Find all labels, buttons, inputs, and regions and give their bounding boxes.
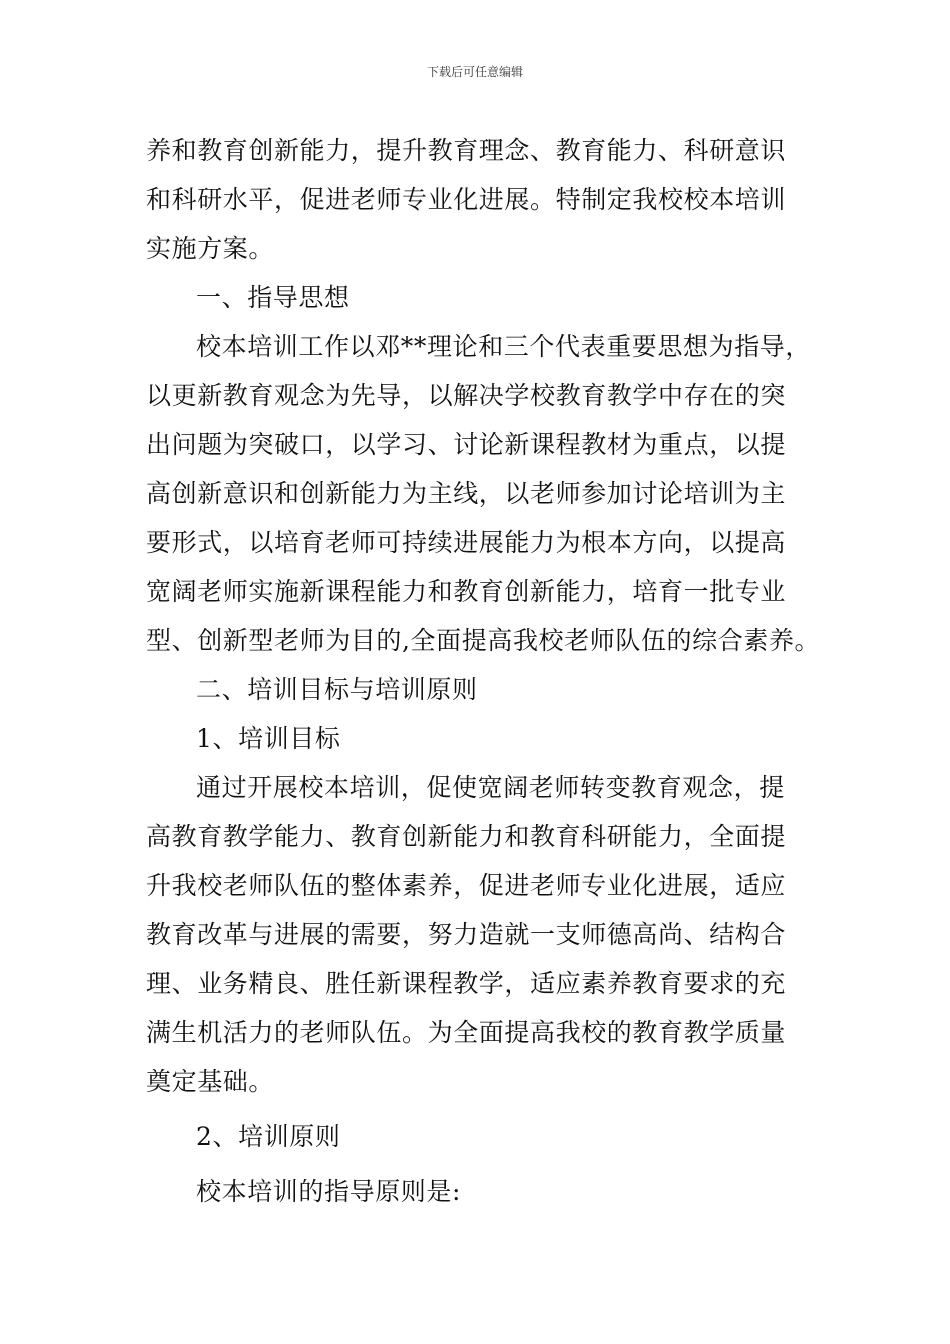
section-heading-guiding-thought: 一、指导思想: [196, 283, 350, 312]
text-line: 高教育教学能力、教育创新能力和教育科研能力，全面提: [146, 822, 787, 851]
subsection-heading-training-goals: 1、培训目标: [196, 724, 341, 753]
section-heading-training-goals-principles: 二、培训目标与培训原则: [196, 675, 478, 704]
text-line: 以更新教育观念为先导，以解决学校教育教学中存在的突: [146, 381, 787, 410]
text-line: 高创新意识和创新能力为主线，以老师参加讨论培训为主: [146, 479, 787, 508]
text-line: 和科研水平，促进老师专业化进展。特制定我校校本培训: [146, 185, 787, 214]
text-line: 通过开展校本培训，促使宽阔老师转变教育观念，提: [196, 773, 785, 802]
text-line: 满生机活力的老师队伍。为全面提高我校的教育教学质量: [146, 1018, 787, 1047]
text-line: 升我校老师队伍的整体素养，促进老师专业化进展，适应: [146, 871, 787, 900]
subsection-heading-training-principles: 2、培训原则: [196, 1122, 341, 1151]
text-line: 型、创新型老师为目的,全面提高我校老师队伍的综合素养。: [146, 626, 821, 655]
text-line: 宽阔老师实施新课程能力和教育创新能力，培育一批专业: [146, 577, 787, 606]
document-body: [146, 126, 826, 1216]
text-line: 养和教育创新能力，提升教育理念、教育能力、科研意识: [146, 136, 787, 165]
text-line: 要形式，以培育老师可持续进展能力为根本方向，以提高: [146, 528, 787, 557]
text-line: 实施方案。: [146, 234, 275, 263]
page-header-note: 下载后可任意编辑: [426, 65, 523, 79]
text-line: 出问题为突破口，以学习、讨论新课程教材为重点，以提: [146, 430, 787, 459]
text-line: 奠定基础。: [146, 1067, 275, 1096]
text-line: 校本培训的指导原则是:: [196, 1177, 462, 1206]
text-line: 教育改革与进展的需要，努力造就一支师德高尚、结构合: [146, 920, 787, 949]
text-line: 校本培训工作以邓**理论和三个代表重要思想为指导，: [196, 332, 812, 361]
text-line: 理、业务精良、胜任新课程教学，适应素养教育要求的充: [146, 969, 787, 998]
